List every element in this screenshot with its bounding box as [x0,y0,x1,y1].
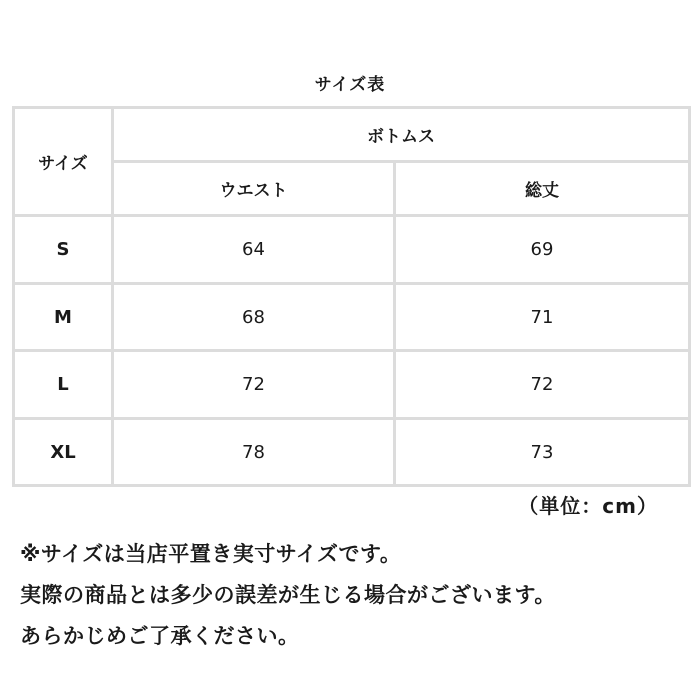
length-cell: 72 [395,351,690,419]
waist-cell: 72 [113,351,395,419]
note-line: ※サイズは当店平置き実寸サイズです。 [20,542,402,566]
note-line: 実際の商品とは多少の誤差が生じる場合がございます。 [20,583,556,607]
table-subheader-row [14,162,690,216]
length-cell: 73 [395,419,690,486]
table-row [14,216,690,284]
size-header-cell: サイズ [14,108,113,216]
table-row [14,419,690,486]
notes [20,534,690,657]
waist-cell: 68 [113,284,395,351]
table-header-row [14,108,690,162]
size-table [12,106,691,487]
size-cell: L [14,351,113,419]
waist-cell: 64 [113,216,395,284]
bottoms-header-cell: ボトムス [113,108,690,162]
unit-label: （単位：cm） [518,494,658,518]
size-cell: M [14,284,113,351]
length-header-cell: 総丈 [395,162,690,216]
waist-header-cell: ウエスト [113,162,395,216]
table-row [14,284,690,351]
length-cell: 69 [395,216,690,284]
size-cell: S [14,216,113,284]
size-cell: XL [14,419,113,486]
table-row [14,351,690,419]
page-title: サイズ表 [314,75,386,95]
waist-cell: 78 [113,419,395,486]
note-line: あらかじめご了承ください。 [20,624,300,648]
length-cell: 71 [395,284,690,351]
